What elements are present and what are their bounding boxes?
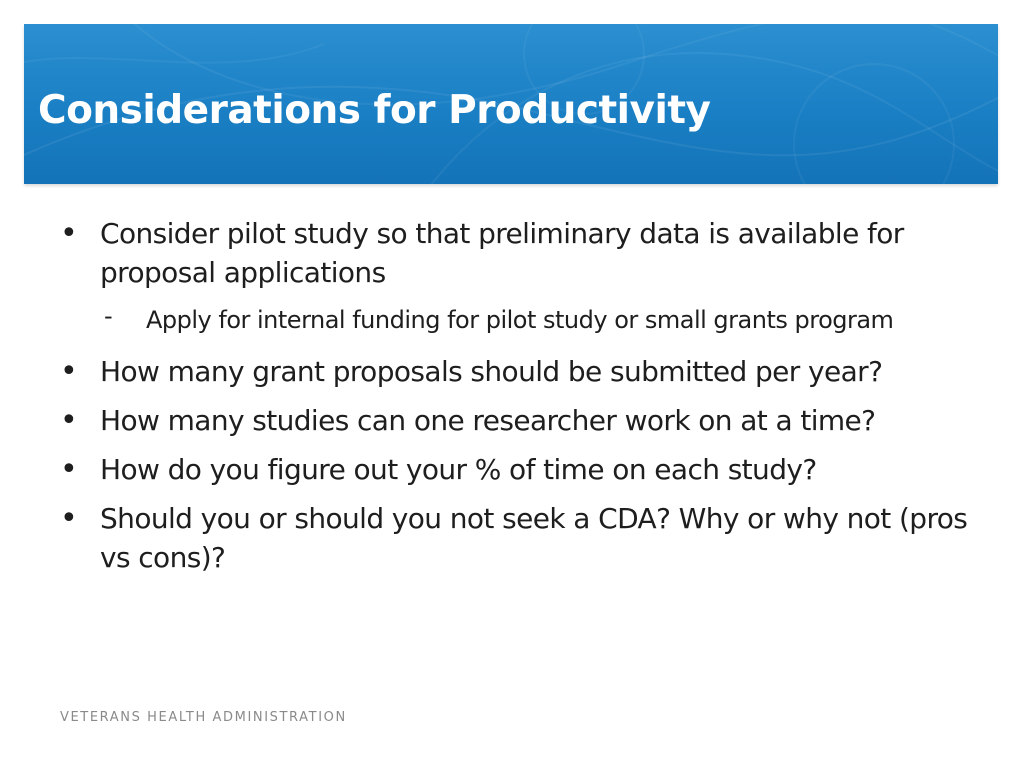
bullet-item [60, 352, 980, 391]
bullet-text: Consider pilot study so that preliminary data is available for proposal applications [100, 217, 904, 289]
bullet-text: How many grant proposals should be submitted per year? [100, 355, 883, 388]
bullet-text: How many studies can one researcher work on at a time? [100, 404, 876, 437]
bullet-text: How do you figure out your % of time on each study? [100, 453, 817, 486]
bullet-dot-icon: • [60, 403, 78, 438]
bullet-dot-icon: • [60, 452, 78, 487]
bullet-dot-icon: • [60, 354, 78, 389]
bullet-item [60, 450, 980, 489]
sub-bullet-item [60, 302, 980, 338]
bullet-dot-icon: • [60, 501, 78, 536]
sub-bullet-text: Apply for internal funding for pilot study or small grants program [146, 306, 894, 334]
bullet-item [60, 499, 980, 577]
footer-organization: VETERANS HEALTH ADMINISTRATION [60, 710, 347, 725]
bullet-item [60, 401, 980, 440]
bullet-list [60, 214, 980, 587]
slide-title: Considerations for Productivity [38, 88, 711, 133]
bullet-dot-icon: • [60, 216, 78, 251]
dash-icon: - [104, 302, 113, 330]
bullet-text: Should you or should you not seek a CDA? Why or why not (pros vs cons)? [100, 502, 968, 574]
bullet-item [60, 214, 980, 292]
